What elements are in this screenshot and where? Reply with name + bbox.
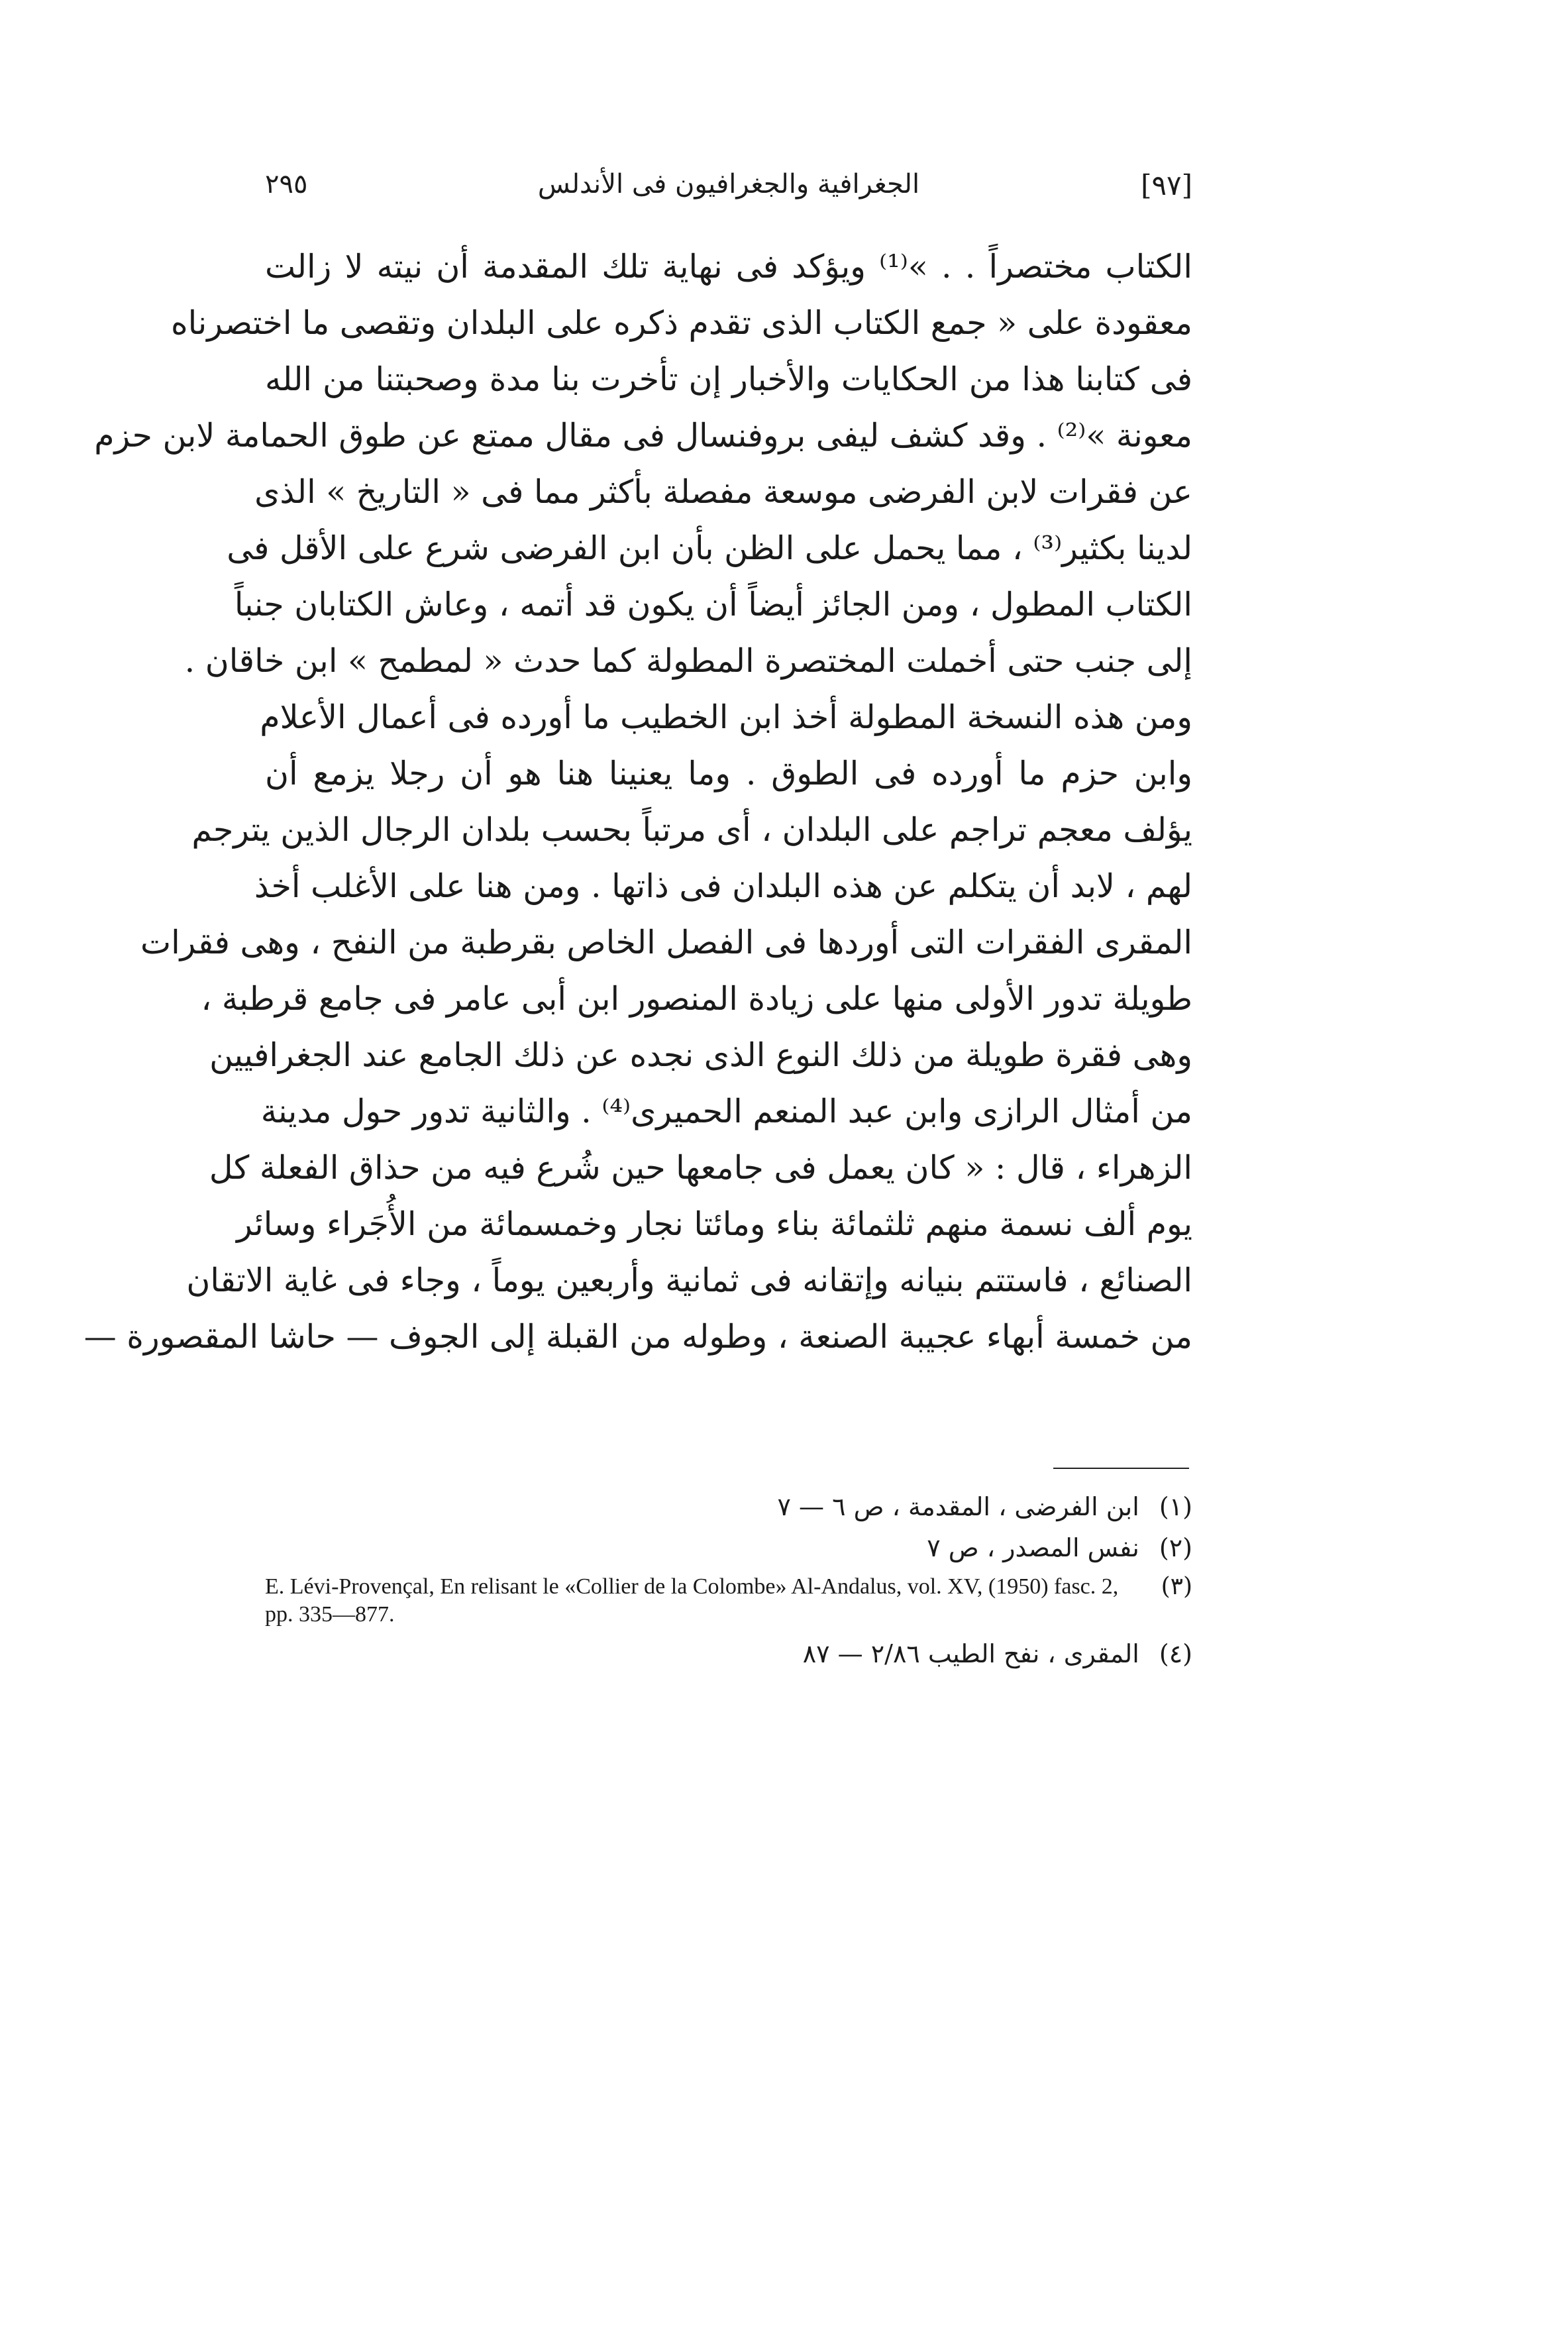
footnote-number: (٢) [1159, 1533, 1192, 1562]
text-line: المقرى الفقرات التى أوردها فى الفصل الخاص بقرطبة من النفح ، وهى فقرات [140, 924, 1192, 961]
text-line: معقودة على « جمع الكتاب الذى تقدم ذكره على البلدان وتقصى ما اختصرناه [171, 304, 1192, 342]
text-line: الزهراء ، قال : « كان يعمل فى جامعها حين شُرع فيه من حذاق الفعلة كل [209, 1149, 1192, 1187]
footnote-3 [265, 1573, 1192, 1629]
text-line: الكتاب المطول ، ومن الجائز أيضاً أن يكون قد أتمه ، وعاش الكتابان جنباً [234, 586, 1192, 623]
text-line: يوم ألف نسمة منهم ثلثمائة بناء ومائتا نجار وخمسمائة من الأُجَراء وسائر [236, 1205, 1192, 1243]
text-line: من خمسة أبهاء عجيبة الصنعة ، وطوله من القبلة إلى الجوف — حاشا المقصورة — [83, 1318, 1192, 1356]
text-line: لدينا بكثير⁽³⁾ ، مما يحمل على الظن بأن ابن الفرضى شرع على الأقل فى [227, 529, 1192, 567]
text-line: وهى فقرة طويلة من ذلك النوع الذى نجده عن ذلك الجامع عند الجغرافيين [209, 1036, 1192, 1074]
text-line: يؤلف معجم تراجم على البلدان ، أى مرتباً بحسب بلدان الرجال الذين يترجم [191, 811, 1192, 849]
text-line: وابن حزم ما أورده فى الطوق . وما يعنينا هنا هو أن رجلا يزمع أن [265, 755, 1192, 792]
footnote-divider [1053, 1468, 1189, 1469]
text-line: معونة »⁽²⁾ . وقد كشف ليفى بروفنسال فى مقال ممتع عن طوق الحمامة لابن حزم [94, 417, 1192, 455]
footnote-text: المقرى ، نفح الطيب ٢/٨٦ — ٨٧ [802, 1639, 1139, 1668]
main-text-block [83, 239, 1192, 1365]
footnote-number: (٣) [1161, 1573, 1192, 1600]
text-line: عن فقرات لابن الفرضى موسعة مفصلة بأكثر مما فى « التاريخ » الذى [254, 473, 1192, 511]
text-line: الكتاب مختصراً . . »⁽¹⁾ ويؤكد فى نهاية تلك المقدمة أن نيته لا زالت [265, 248, 1192, 286]
footnote-2 [265, 1532, 1192, 1564]
footnote-text: ابن الفرضى ، المقدمة ، ص ٦ — ٧ [777, 1492, 1139, 1521]
footnotes [265, 1491, 1192, 1679]
text-line: ومن هذه النسخة المطولة أخذ ابن الخطيب ما أورده فى أعمال الأعلام [260, 698, 1192, 736]
footnote-1 [265, 1491, 1192, 1523]
footnote-number: (٤) [1159, 1639, 1192, 1668]
text-line: إلى جنب حتى أخملت المختصرة المطولة كما حدث « لمطمح » ابن خاقان . [184, 642, 1192, 680]
section-number: [٩٧] [1141, 169, 1192, 201]
text-line: لهم ، لابد أن يتكلم عن هذه البلدان فى ذاتها . ومن هنا على الأغلب أخذ [254, 867, 1192, 905]
running-header [265, 169, 1192, 215]
text-line: من أمثال الرازى وابن عبد المنعم الحميرى⁽⁴⁾ . والثانية تدور حول مدينة [260, 1093, 1192, 1130]
text-line: فى كتابنا هذا من الحكايات والأخبار إن تأخرت بنا مدة وصحبتنا من الله [265, 360, 1192, 398]
footnote-text: نفس المصدر ، ص ٧ [927, 1533, 1139, 1562]
running-title: الجغرافية والجغرافيون فى الأندلس [537, 169, 920, 199]
page-number: ٢٩٥ [265, 169, 308, 199]
footnote-text: E. Lévi-Provençal, En relisant le «Collier de la Colombe» Al-Andalus, vol. XV, (1950) fasc. 2, pp. 335—877. [265, 1574, 1119, 1627]
footnote-4 [265, 1638, 1192, 1670]
text-line: طويلة تدور الأولى منها على زيادة المنصور ابن أبى عامر فى جامع قرطبة ، [201, 980, 1192, 1018]
text-line: الصنائع ، فاستتم بنيانه وإتقانه فى ثمانية وأربعين يوماً ، وجاء فى غاية الاتقان [186, 1262, 1192, 1299]
footnote-number: (١) [1159, 1492, 1192, 1521]
